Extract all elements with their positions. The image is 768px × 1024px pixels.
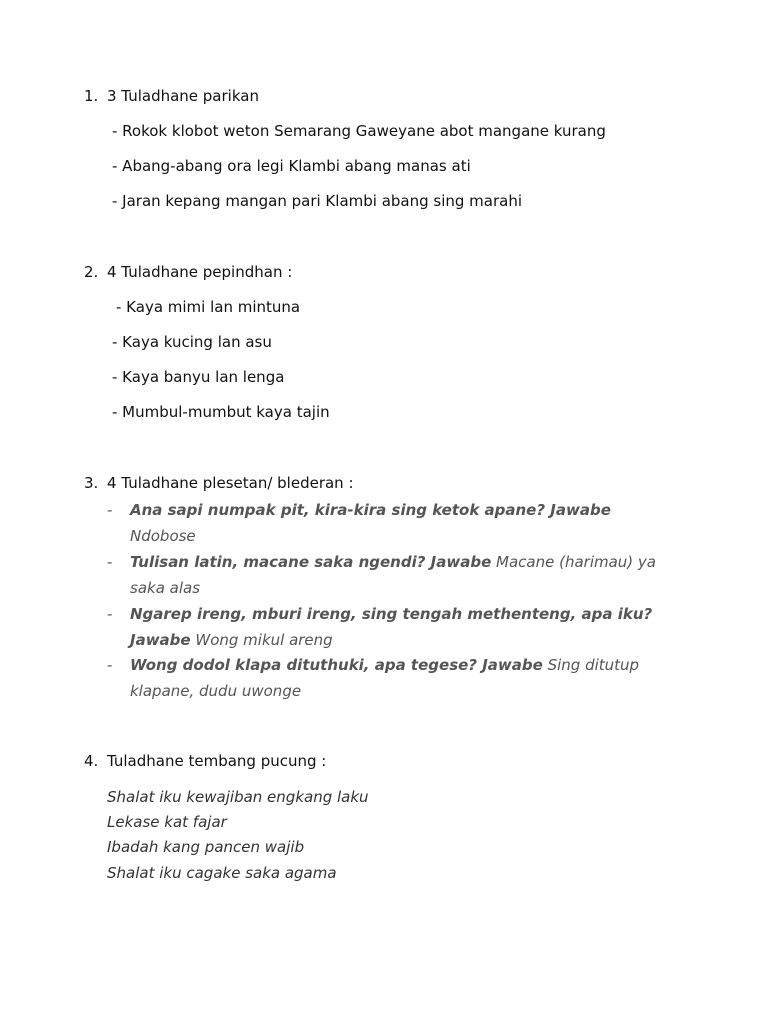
- riddle-answer: Wong mikul areng: [190, 631, 333, 649]
- poem-line: Lekase kat fajar: [107, 813, 227, 831]
- riddle-answer: Sing ditutup: [542, 656, 640, 674]
- list-item: - Kaya mimi lan mintuna: [116, 298, 301, 316]
- riddle-answer: Ndobose: [130, 527, 196, 545]
- list-item: - Kaya kucing lan asu: [112, 333, 272, 351]
- riddle-answer: klapane, dudu uwonge: [130, 682, 302, 700]
- section-3-heading: [84, 474, 354, 492]
- riddle-answer: Macane (harimau) ya: [491, 553, 656, 571]
- list-item: - Mumbul-mumbut kaya tajin: [112, 403, 330, 421]
- section-title: 4 Tuladhane plesetan/ blederan :: [107, 474, 354, 492]
- riddle-question: Ngarep ireng, mburi ireng, sing tengah methenteng, apa iku?: [130, 605, 653, 623]
- section-number: 3.: [84, 474, 99, 492]
- bullet-dash: -: [107, 605, 113, 623]
- poem-line: Shalat iku kewajiban engkang laku: [107, 788, 369, 806]
- riddle-line: [130, 553, 656, 571]
- list-item: - Abang-abang ora legi Klambi abang manas ati: [112, 157, 471, 175]
- section-number: 4.: [84, 752, 99, 770]
- bullet-dash: -: [107, 553, 113, 571]
- riddle-question: Ana sapi numpak pit, kira-kira sing ketok apane? Jawabe: [130, 501, 611, 519]
- riddle-line: [130, 631, 333, 649]
- list-item: - Kaya banyu lan lenga: [112, 368, 285, 386]
- list-item: - Rokok klobot weton Semarang Gaweyane abot mangane kurang: [112, 122, 606, 140]
- riddle-line: [130, 656, 639, 674]
- poem-line: Ibadah kang pancen wajib: [107, 838, 305, 856]
- riddle-question: Wong dodol klapa dituthuki, apa tegese? Jawabe: [130, 656, 543, 674]
- riddle-line: [130, 527, 196, 545]
- section-number: 1.: [84, 87, 99, 105]
- section-number: 2.: [84, 263, 99, 281]
- bullet-dash: -: [107, 501, 113, 519]
- poem-line: Shalat iku cagake saka agama: [107, 864, 337, 882]
- list-item: - Jaran kepang mangan pari Klambi abang sing marahi: [112, 192, 523, 210]
- section-1-heading: [84, 87, 259, 105]
- riddle-line: [130, 501, 611, 519]
- bullet-dash: -: [107, 656, 113, 674]
- section-title: 3 Tuladhane parikan: [107, 87, 259, 105]
- riddle-question: Tulisan latin, macane saka ngendi? Jawabe: [130, 553, 492, 571]
- section-2-heading: [84, 263, 292, 281]
- section-title: Tuladhane tembang pucung :: [107, 752, 327, 770]
- riddle-line: [130, 682, 301, 700]
- section-4-heading: [84, 752, 326, 770]
- riddle-question: Jawabe: [130, 631, 191, 649]
- section-title: 4 Tuladhane pepindhan :: [107, 263, 293, 281]
- riddle-line: [130, 579, 200, 597]
- riddle-answer: saka alas: [130, 579, 201, 597]
- riddle-line: [130, 605, 652, 623]
